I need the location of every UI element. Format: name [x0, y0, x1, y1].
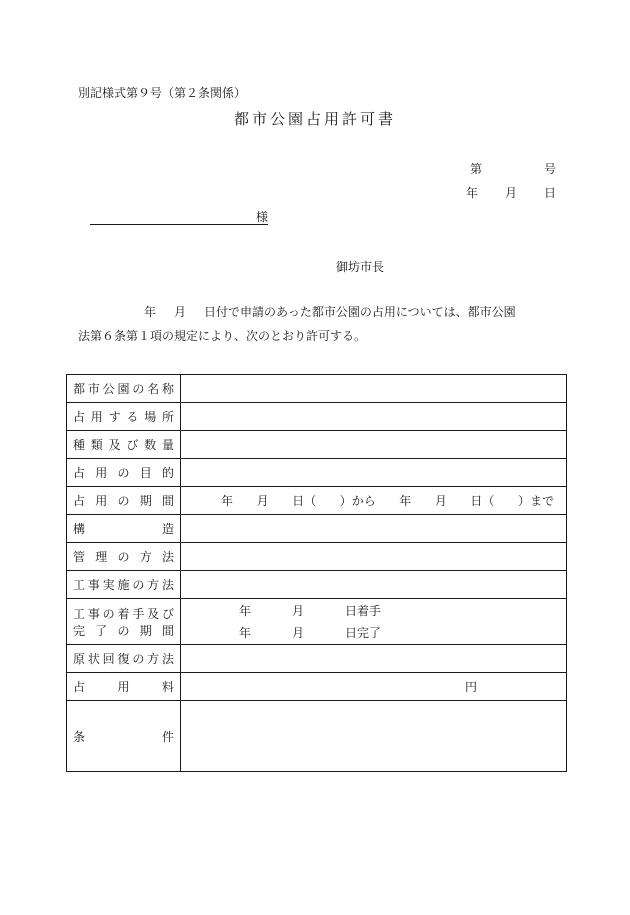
issue-day: 日: [543, 186, 556, 200]
addressee-line[interactable]: [90, 208, 268, 225]
body-line-1-rest: 日付で申請のあった都市公園の占用については、都市公園: [204, 305, 516, 319]
table-row: [67, 431, 567, 459]
work-end: 年 月 日完了: [239, 625, 381, 640]
value-location[interactable]: [181, 403, 567, 431]
document-title: 都市公園占用許可書: [233, 110, 396, 128]
table-row: [67, 571, 567, 599]
table-row: [67, 599, 567, 645]
label-management: 管 理 の 方 法: [67, 543, 181, 571]
table-row: [67, 487, 567, 515]
yen-unit: 円: [465, 680, 478, 694]
label-purpose: 占 用 の 目 的: [67, 459, 181, 487]
label-type-quantity: 種 類 及 び 数 量: [67, 431, 181, 459]
label-park-name: 都 市 公 園 の 名 称: [67, 375, 181, 403]
document-number: [470, 160, 556, 177]
label-fee: 占 用 料: [67, 673, 181, 701]
table-row: [67, 701, 567, 772]
table-row: [67, 645, 567, 673]
label-restoration: 原 状 回 復 の 方 法: [67, 645, 181, 673]
label-period: 占 用 の 期 間: [67, 487, 181, 515]
label-location: 占 用 す る 場 所: [67, 403, 181, 431]
value-purpose[interactable]: [181, 459, 567, 487]
value-fee[interactable]: [181, 673, 567, 701]
label-conditions: 条 件: [67, 701, 181, 772]
body-line-2: 法第６条第１項の規定により、次のとおり許可する。: [78, 329, 367, 343]
period-values: 年 月 日（ ）から 年 月 日（ ）まで: [221, 494, 554, 508]
label-work-period: 工 事 の 着 手 及 び 完 了 の 期 間: [67, 599, 181, 645]
table-row: [67, 515, 567, 543]
body-year: 年: [144, 305, 157, 319]
value-period[interactable]: [181, 487, 567, 515]
form-number-label: 別記様式第９号（第２条関係）: [78, 86, 247, 100]
addressee-suffix: 様: [255, 210, 268, 224]
value-type-quantity[interactable]: [181, 431, 567, 459]
issue-year: 年: [466, 186, 479, 200]
value-conditions[interactable]: [181, 701, 567, 772]
number-suffix: 号: [543, 162, 556, 176]
value-work-period[interactable]: [181, 599, 567, 645]
work-start: 年 月 日着手: [239, 603, 381, 618]
value-restoration[interactable]: [181, 645, 567, 673]
table-row: [67, 673, 567, 701]
label-construction-method: 工 事 実 施 の 方 法: [67, 571, 181, 599]
issue-month: 月: [504, 186, 517, 200]
issuer: 御坊市長: [336, 260, 385, 274]
number-prefix: 第: [470, 162, 483, 176]
permit-details-table: [66, 374, 567, 772]
body-line-1: [78, 300, 558, 324]
body-month: 月: [174, 305, 187, 319]
table-row: [67, 375, 567, 403]
value-park-name[interactable]: [181, 375, 567, 403]
label-structure: 構 造: [67, 515, 181, 543]
permit-body-text: [78, 300, 558, 348]
table-row: [67, 459, 567, 487]
value-structure[interactable]: [181, 515, 567, 543]
table-row: [67, 403, 567, 431]
value-construction-method[interactable]: [181, 571, 567, 599]
issue-date: [466, 184, 556, 201]
value-management[interactable]: [181, 543, 567, 571]
table-row: [67, 543, 567, 571]
